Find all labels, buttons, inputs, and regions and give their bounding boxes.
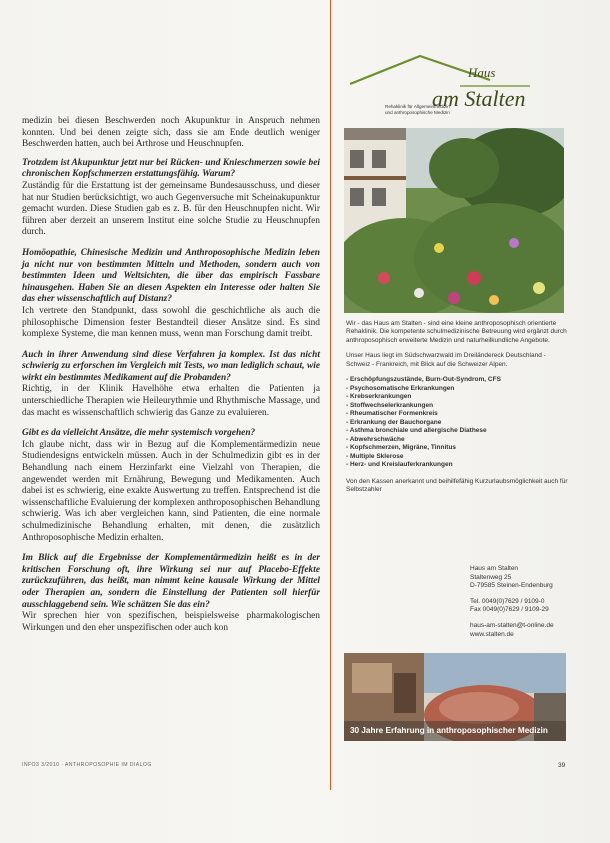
intro-paragraph: medizin bei diesen Beschwerden noch Akupunktur in Anspruch nehmen konnten. Und bei denen zeigte sich, dass sie am Ende deutlich weniger Beschwerden hatten, auch bei Arthrose und Heuschnupfen. xyxy=(22,116,320,150)
clinic-interior-banner xyxy=(344,653,566,741)
question-1: Trotzdem ist Akupunktur jetzt nur bei Rücken- und Knieschmerzen sowie bei chronischen Kopfschmerzen erstattungsfähig. Warum? xyxy=(22,157,320,180)
answer-2: Ich vertrete den Standpunkt, dass sowohl die geschichtliche als auch die philosophische Dimension fester Bestandteil dieser Ansätze sind. Es sind komplexe Systeme, die man kennen muss, wenn man Forschung damit treibt. xyxy=(22,305,320,340)
contact-email: haus-am-stalten@t-online.de xyxy=(470,621,554,629)
list-item: - Krebserkrankungen xyxy=(346,393,412,401)
page-number: 39 xyxy=(558,762,566,769)
list-item: - Stoffwechselerkrankungen xyxy=(346,401,434,409)
column-divider xyxy=(330,0,331,790)
contact-city: D-79585 Steinen-Endenburg xyxy=(470,582,553,590)
logo-subtitle-line-2: und anthroposophische Medizin xyxy=(385,110,450,115)
list-item: - Multiple Sklerose xyxy=(346,452,404,460)
conditions-list xyxy=(346,376,568,470)
list-item: - Psychosomatische Erkrankungen xyxy=(346,384,455,392)
answer-1: Zuständig für die Erstattung ist der gemeinsame Bundesausschuss, und dieser hat nur Studien berücksichtigt, wo auch Gegenversuche mit Scheinakupunktur gemacht wurden. Diese Studien gab es z. B. für den Heuschnupfen nicht. Wir führen aber derzeit an unserem Institut eine solche Studie zu Heuschnupfen durch. xyxy=(22,180,320,238)
answer-5: Wir sprechen hier von spezifischen, beispielsweise pharmakologischen Wirkungen und den eher unspezifischen oder auch kon xyxy=(22,611,320,633)
question-3: Auch in ihrer Anwendung sind diese Verfahren ja komplex. Ist das nicht schwierig zu erforschen im Vergleich mit Tests, wo man lediglich schaut, wie wirkt ein bestimmtes Medikament auf die Probanden? xyxy=(22,349,320,383)
interview-column xyxy=(22,116,320,643)
footer-publication: INFO3 3/2010 · ANTHROPOSOPHIE IM DIALOG xyxy=(22,762,152,768)
list-item: - Rheumatischer Formenkreis xyxy=(346,410,438,418)
list-item: - Asthma bronchiale und allergische Diathese xyxy=(346,427,487,435)
banner-caption: 30 Jahre Erfahrung in anthroposophischer Medizin xyxy=(344,721,566,741)
contact-phone: Tel. 0049(0)7629 / 9109-0 xyxy=(470,597,545,605)
question-5: Im Blick auf die Ergebnisse der Komplementärmedizin heißt es in der kritischen Forschung oft, ihre Wirkung sei nur auf Placebo-Effekte zurückzuführen, das heißt, man nimmt keine kausale Wirkung der Mittel oder Therapien an, sondern die Einstellung der Patienten soll hierfür ausschlaggebend sein. Wie schätzen Sie das ein? xyxy=(22,553,320,610)
question-4: Gibt es da vielleicht Ansätze, die mehr systemisch vorgehen? xyxy=(22,428,256,439)
contact-block xyxy=(470,565,580,639)
contact-website: www.stalten.de xyxy=(470,630,514,638)
insurance-note: Von den Kassen anerkannt und beihilfefähig Kurzurlaubsmöglichkeit auch für Selbstzahler xyxy=(346,477,568,493)
contact-street: Staltenweg 25 xyxy=(470,573,512,581)
clinic-description xyxy=(346,320,568,501)
list-item: - Kopfschmerzen, Migräne, Tinnitus xyxy=(346,444,457,452)
logo-subtitle xyxy=(385,104,535,116)
clinic-intro-text: Wir - das Haus am Stalten - sind eine kleine anthroposophisch orientierte Rehaklinik. Die kompetente schulmedizinische Betreuung wird ergänzt durch anthroposophisch erweiterte Medizin und naturheilkundliche Angebote. xyxy=(346,320,567,344)
logo-subtitle-line-1: Rehaklinik für Allgemeinmedizin xyxy=(385,104,450,109)
contact-name: Haus am Stalten xyxy=(470,565,519,572)
clinic-garden-photo xyxy=(344,128,564,313)
list-item: - Erschöpfungszustände, Burn-Out-Syndrom, CFS xyxy=(346,376,501,384)
contact-fax: Fax 0049(0)7629 / 9109-29 xyxy=(470,606,549,614)
list-item: - Herz- und Kreislauferkrankungen xyxy=(346,461,453,469)
logo-word-haus: Haus xyxy=(468,65,496,80)
logo-word-am-stalten: am Stalten xyxy=(432,86,526,111)
list-item: - Erkrankung der Bauchorgane xyxy=(346,418,442,426)
question-2: Homöopathie, Chinesische Medizin und Anthroposophische Medizin leben ja nicht nur von bestimmten Mitteln und Methoden, sondern auch von bestimmten Ideen und Weltsichten, die über das empirisch Fassbare hinausgehen. Haben Sie an diesen Aspekten ein Interesse oder halten Sie das eher wissenschaftlich auf Distanz? xyxy=(22,247,320,305)
answer-3: Richtig, in der Klinik Havelhöhe etwa erhalten die Patienten ja unterschiedliche Therapien wie Heileurythmie und Rhythmische Massage, und das macht es wissenschaftlich schwierig das Ganze zu evaluieren. xyxy=(22,384,320,418)
list-item: - Abwehrschwäche xyxy=(346,435,405,443)
answer-4: Ich glaube nicht, dass wir in Bezug auf die Komplementärmedizin neue Studiendesigns entwickeln müssen. Auch in der Schulmedizin gibt es in der Behandlung nach einem Herzinfarkt eine Vielzahl von Therapien, die angewendet werden mit Ernährung, Bewegung und Medikamenten. Auch dabei ist es schwierig, eine exakte Auswertung zu treffen. Entsprechend ist die wissenschaftliche Evaluierung der komplexen anthroposophischen Behandlung schwierig. Was ich aber vergleichen kann, sind Patienten, die eine normale schulmedizinische Behandlung erhalten, mit denen, die zusätzlich Anthroposophische Medizin erhalten. xyxy=(22,439,320,543)
clinic-location-text: Unser Haus liegt im Südschwarzwald im Dreiländereck Deutschland - Schweiz - Frankreich, mit Blick auf die Schweizer Alpen. xyxy=(346,352,546,368)
